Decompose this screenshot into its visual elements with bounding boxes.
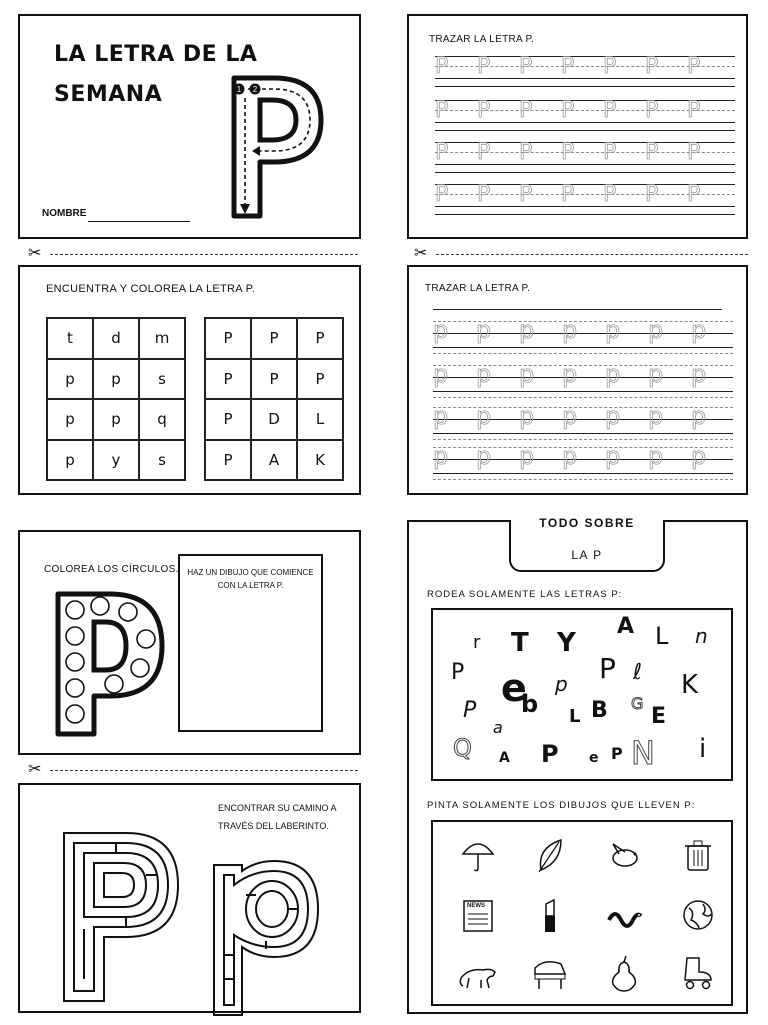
scatter-letter[interactable]: Q: [453, 734, 472, 762]
letter-box: [431, 608, 733, 781]
grid-cell[interactable]: P: [205, 440, 251, 481]
trace-row[interactable]: [433, 442, 733, 477]
scatter-letter[interactable]: P: [463, 698, 477, 723]
panel-find-letter: [18, 265, 361, 495]
cut-line-1: [28, 247, 358, 261]
trace-letter: p: [433, 316, 449, 344]
scatter-letter[interactable]: E: [651, 704, 667, 729]
trace-letter: P: [687, 98, 701, 123]
todo-sobre-tab: [509, 516, 665, 572]
trace-letter: P: [561, 140, 575, 165]
step-1: 1: [236, 85, 242, 94]
trace-letter: p: [605, 402, 621, 430]
lipstick-icon[interactable]: [531, 896, 569, 934]
trace-letter: p: [562, 402, 578, 430]
trace-letter: P: [477, 98, 491, 123]
trace-letter: P: [477, 140, 491, 165]
trace-letter: P: [645, 140, 659, 165]
trace-letter: P: [477, 182, 491, 207]
maze-instruction-line1: ENCONTRAR SU CAMINO A: [218, 803, 337, 813]
grid-cell[interactable]: p: [93, 399, 139, 440]
trace-letter: p: [433, 442, 449, 470]
nombre-label: NOMBRE: [42, 208, 87, 219]
scatter-letter[interactable]: a: [493, 718, 503, 737]
title-line2: SEMANA: [54, 82, 163, 107]
scatter-letter[interactable]: i: [699, 734, 707, 764]
trace-letter: P: [687, 182, 701, 207]
roller-skate-icon[interactable]: [679, 954, 717, 992]
circle-instruction: RODEA SOLAMENTE LAS LETRAS P:: [427, 589, 623, 600]
trace-letter: p: [433, 402, 449, 430]
panel-maze: [18, 783, 361, 1013]
tab-line2: LA P: [571, 548, 603, 562]
trace-letter: P: [645, 182, 659, 207]
trace-letter: p: [519, 402, 535, 430]
picture-box: [431, 820, 733, 1006]
grid-cell[interactable]: P: [205, 399, 251, 440]
dot-letter-p: [50, 584, 170, 744]
grid-cell[interactable]: P: [205, 359, 251, 400]
panel2-instruction: TRAZAR LA LETRA P.: [429, 34, 535, 45]
scatter-letter[interactable]: ℓ: [633, 660, 643, 685]
panel-color-circles: [18, 530, 361, 755]
trace-letter: P: [561, 98, 575, 123]
scatter-letter[interactable]: B: [591, 698, 608, 723]
trace-letter: P: [603, 54, 617, 79]
grid-cell[interactable]: t: [47, 318, 93, 359]
maze-lower-p: [206, 855, 326, 1025]
grid-cell[interactable]: A: [251, 440, 297, 481]
maze-upper-p: [56, 829, 186, 1009]
grid-cell[interactable]: P: [251, 359, 297, 400]
trace-letter: p: [605, 316, 621, 344]
trace-letter: P: [435, 140, 449, 165]
grid-cell[interactable]: D: [251, 399, 297, 440]
panel5-instruction: COLOREA LOS CÍRCULOS.: [44, 564, 179, 575]
trace-letter: p: [519, 316, 535, 344]
scatter-letter[interactable]: p: [555, 672, 568, 696]
trace-letter: p: [519, 360, 535, 388]
trace-letter: p: [476, 442, 492, 470]
panther-icon[interactable]: [459, 954, 497, 992]
trace-letter: p: [648, 360, 664, 388]
worm-icon[interactable]: [605, 896, 643, 934]
panel3-instruction: ENCUENTRA Y COLOREA LA LETRA P.: [46, 283, 256, 295]
trace-letter: P: [645, 98, 659, 123]
trace-row[interactable]: [435, 142, 735, 172]
scatter-letter[interactable]: G: [631, 694, 644, 713]
scatter-letter[interactable]: L: [655, 622, 669, 650]
drawing-box-line1: HAZ UN DIBUJO QUE COMIENCE: [187, 568, 314, 577]
scatter-letter[interactable]: n: [695, 624, 708, 648]
trace-letter: P: [435, 54, 449, 79]
letter-grid-left: [46, 317, 186, 481]
trace-letter: p: [691, 442, 707, 470]
drawing-box[interactable]: [178, 554, 323, 732]
trace-row[interactable]: [435, 184, 735, 214]
trace-letter: p: [691, 360, 707, 388]
big-letter-p: [216, 68, 336, 228]
bird-icon[interactable]: [605, 836, 643, 874]
nombre-line[interactable]: [88, 221, 190, 222]
grid-cell[interactable]: m: [139, 318, 185, 359]
trace-letter: p: [605, 360, 621, 388]
trace-letter: p: [648, 402, 664, 430]
trace-letter: P: [603, 140, 617, 165]
trace-letter: P: [519, 54, 533, 79]
trace-letter: p: [476, 316, 492, 344]
title-line1: LA LETRA DE LA: [54, 42, 258, 67]
top-rule: [433, 309, 722, 310]
grid-cell[interactable]: p: [47, 399, 93, 440]
trace-letter: P: [603, 98, 617, 123]
grid-cell[interactable]: p: [47, 359, 93, 400]
trace-letter: p: [562, 442, 578, 470]
trace-letter: P: [561, 182, 575, 207]
trace-letter: p: [519, 442, 535, 470]
scatter-letter[interactable]: P: [599, 652, 616, 685]
trace-letter: P: [477, 54, 491, 79]
trace-letter: p: [648, 442, 664, 470]
trace-letter: p: [691, 402, 707, 430]
panel4-instruction: TRAZAR LA LETRA P.: [425, 283, 531, 294]
grid-cell[interactable]: p: [93, 359, 139, 400]
trace-row[interactable]: [433, 316, 733, 351]
scissors-icon: ✂: [28, 245, 42, 262]
scatter-letter[interactable]: Y: [557, 628, 576, 658]
trace-letter: p: [433, 360, 449, 388]
grid-cell[interactable]: s: [139, 440, 185, 481]
trace-letter: p: [562, 316, 578, 344]
scissors-icon: ✂: [414, 245, 428, 262]
trace-row[interactable]: [435, 56, 735, 86]
grid-cell[interactable]: P: [205, 318, 251, 359]
newspaper-icon[interactable]: [459, 896, 497, 934]
scatter-letter[interactable]: P: [451, 660, 465, 685]
trace-letter: P: [603, 182, 617, 207]
scatter-letter[interactable]: T: [511, 628, 529, 658]
scatter-letter[interactable]: P: [541, 740, 559, 768]
trace-row[interactable]: [433, 360, 733, 395]
pear-icon[interactable]: [605, 954, 643, 992]
tab-line1: TODO SOBRE: [511, 516, 663, 530]
scatter-letter[interactable]: r: [473, 632, 481, 653]
step-2: 2: [252, 85, 258, 94]
trace-row[interactable]: [433, 402, 733, 437]
trace-letter: p: [476, 360, 492, 388]
cut-line-3: [28, 763, 358, 777]
letter-grid-right: [204, 317, 344, 481]
paint-instruction: PINTA SOLAMENTE LOS DIBUJOS QUE LLEVEN P:: [427, 800, 696, 811]
trace-letter: P: [435, 182, 449, 207]
umbrella-icon[interactable]: [459, 836, 497, 874]
trace-letter: P: [687, 54, 701, 79]
scatter-letter[interactable]: e: [501, 666, 527, 710]
trace-letter: P: [687, 140, 701, 165]
grid-cell[interactable]: P: [297, 318, 343, 359]
grid-cell[interactable]: P: [251, 318, 297, 359]
grid-cell[interactable]: d: [93, 318, 139, 359]
trace-letter: p: [562, 360, 578, 388]
grid-cell[interactable]: K: [297, 440, 343, 481]
trace-letter: P: [435, 98, 449, 123]
trace-letter: P: [519, 98, 533, 123]
scatter-letter[interactable]: K: [681, 670, 699, 700]
feather-icon[interactable]: [531, 836, 569, 874]
newspaper-label: NEWS: [467, 903, 485, 909]
piano-icon[interactable]: [531, 954, 569, 992]
trace-letter: P: [519, 182, 533, 207]
scatter-letter[interactable]: N: [631, 734, 655, 772]
trace-letter: p: [476, 402, 492, 430]
trace-row[interactable]: [435, 100, 735, 130]
scatter-letter[interactable]: e: [589, 750, 599, 766]
grid-cell[interactable]: L: [297, 399, 343, 440]
scatter-letter[interactable]: A: [499, 750, 510, 766]
trace-letter: p: [648, 316, 664, 344]
drawing-box-line2: CON LA LETRA P.: [217, 581, 284, 590]
panel-letter-of-week: [18, 14, 361, 239]
maze-instruction-line2: TRAVÉS DEL LABERINTO.: [218, 821, 329, 831]
scatter-letter[interactable]: L: [569, 706, 581, 727]
panel-trace-lower: [407, 265, 748, 495]
panel-trace-upper: [407, 14, 748, 239]
dot: [66, 601, 84, 619]
grid-cell[interactable]: p: [47, 440, 93, 481]
grid-cell[interactable]: q: [139, 399, 185, 440]
trace-letter: P: [561, 54, 575, 79]
globe-icon[interactable]: [679, 896, 717, 934]
scatter-letter[interactable]: b: [521, 690, 539, 718]
scatter-letter[interactable]: P: [611, 744, 623, 763]
grid-cell[interactable]: s: [139, 359, 185, 400]
grid-cell[interactable]: P: [297, 359, 343, 400]
trace-letter: p: [691, 316, 707, 344]
trace-letter: p: [605, 442, 621, 470]
trash-can-icon[interactable]: [679, 836, 717, 874]
panel-todo-sobre: [407, 516, 748, 1014]
grid-cell[interactable]: y: [93, 440, 139, 481]
cut-line-2: [414, 247, 748, 261]
trace-letter: P: [645, 54, 659, 79]
trace-letter: P: [519, 140, 533, 165]
scissors-icon: ✂: [28, 761, 42, 778]
scatter-letter[interactable]: A: [617, 614, 635, 639]
